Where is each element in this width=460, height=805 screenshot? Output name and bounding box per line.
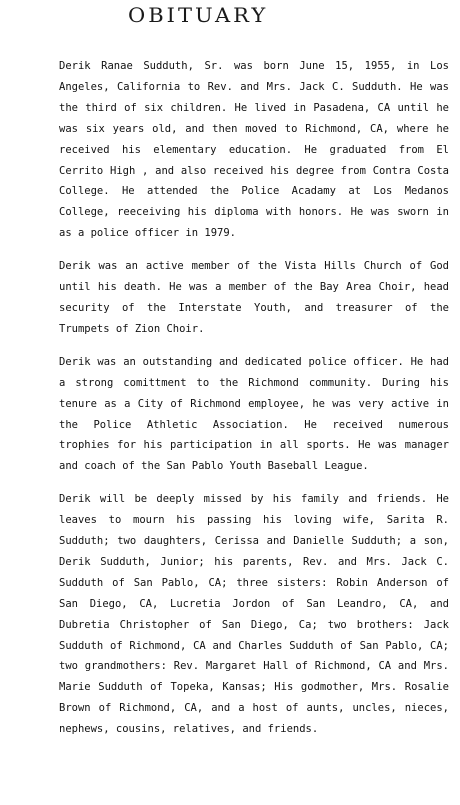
obituary-body [59, 56, 449, 740]
paragraph-survivors: Derik will be deeply missed by his family and friends. He leaves to mourn his passing his loving wife, Sarita R. Sudduth; two daughters, Cerissa and Danielle Sudduth; a son, Derik Sudduth, Junior; his parents, Rev. and Mrs. Jack C. Sudduth of San Pablo, CA; three sisters: Robin Anderson of San Diego, CA, Lucretia Jordon of San Leandro, CA, and Dubretia Christopher of San Diego, Ca; two brothers: Jack Sudduth of Richmond, CA and Charles Sudduth of San Pablo, CA; two grandmothers: Rev. Margaret Hall of Richmond, CA and Mrs. Marie Sudduth of Topeka, Kansas; His godmother, Mrs. Rosalie Brown of Richmond, CA, and a host of aunts, uncles, nieces, nephews, cousins, relatives, and friends. [59, 493, 449, 736]
paragraph-church: Derik was an active member of the Vista Hills Church of God until his death. He was a member of the Bay Area Choir, head security of the Interstate Youth, and treasurer of the Trumpets of Zion Choir. [59, 260, 449, 335]
paragraph-career: Derik was an outstanding and dedicated police officer. He had a strong comittment to the Richmond community. During his tenure as a City of Richmond employee, he was very active in the Police Athletic Association. He received numerous trophies for his participation in all sports. He was manager and coach of the San Pablo Youth Baseball League. [59, 355, 449, 473]
paragraph-biography: Derik Ranae Sudduth, Sr. was born June 15, 1955, in Los Angeles, California to Rev. and Mrs. Jack C. Sudduth. He was the third of six children. He lived in Pasadena, CA until he was six years old, and then moved to Richmond, CA, where he received his elementary education. He graduated from El Cerrito High , and also received his degree from Contra Costa College. He attended the Police Acadamy at Los Medanos College, reeceiving his diploma with honors. He was sworn in as a police officer in 1979. [59, 60, 449, 240]
page-title: OBITUARY [128, 4, 269, 27]
